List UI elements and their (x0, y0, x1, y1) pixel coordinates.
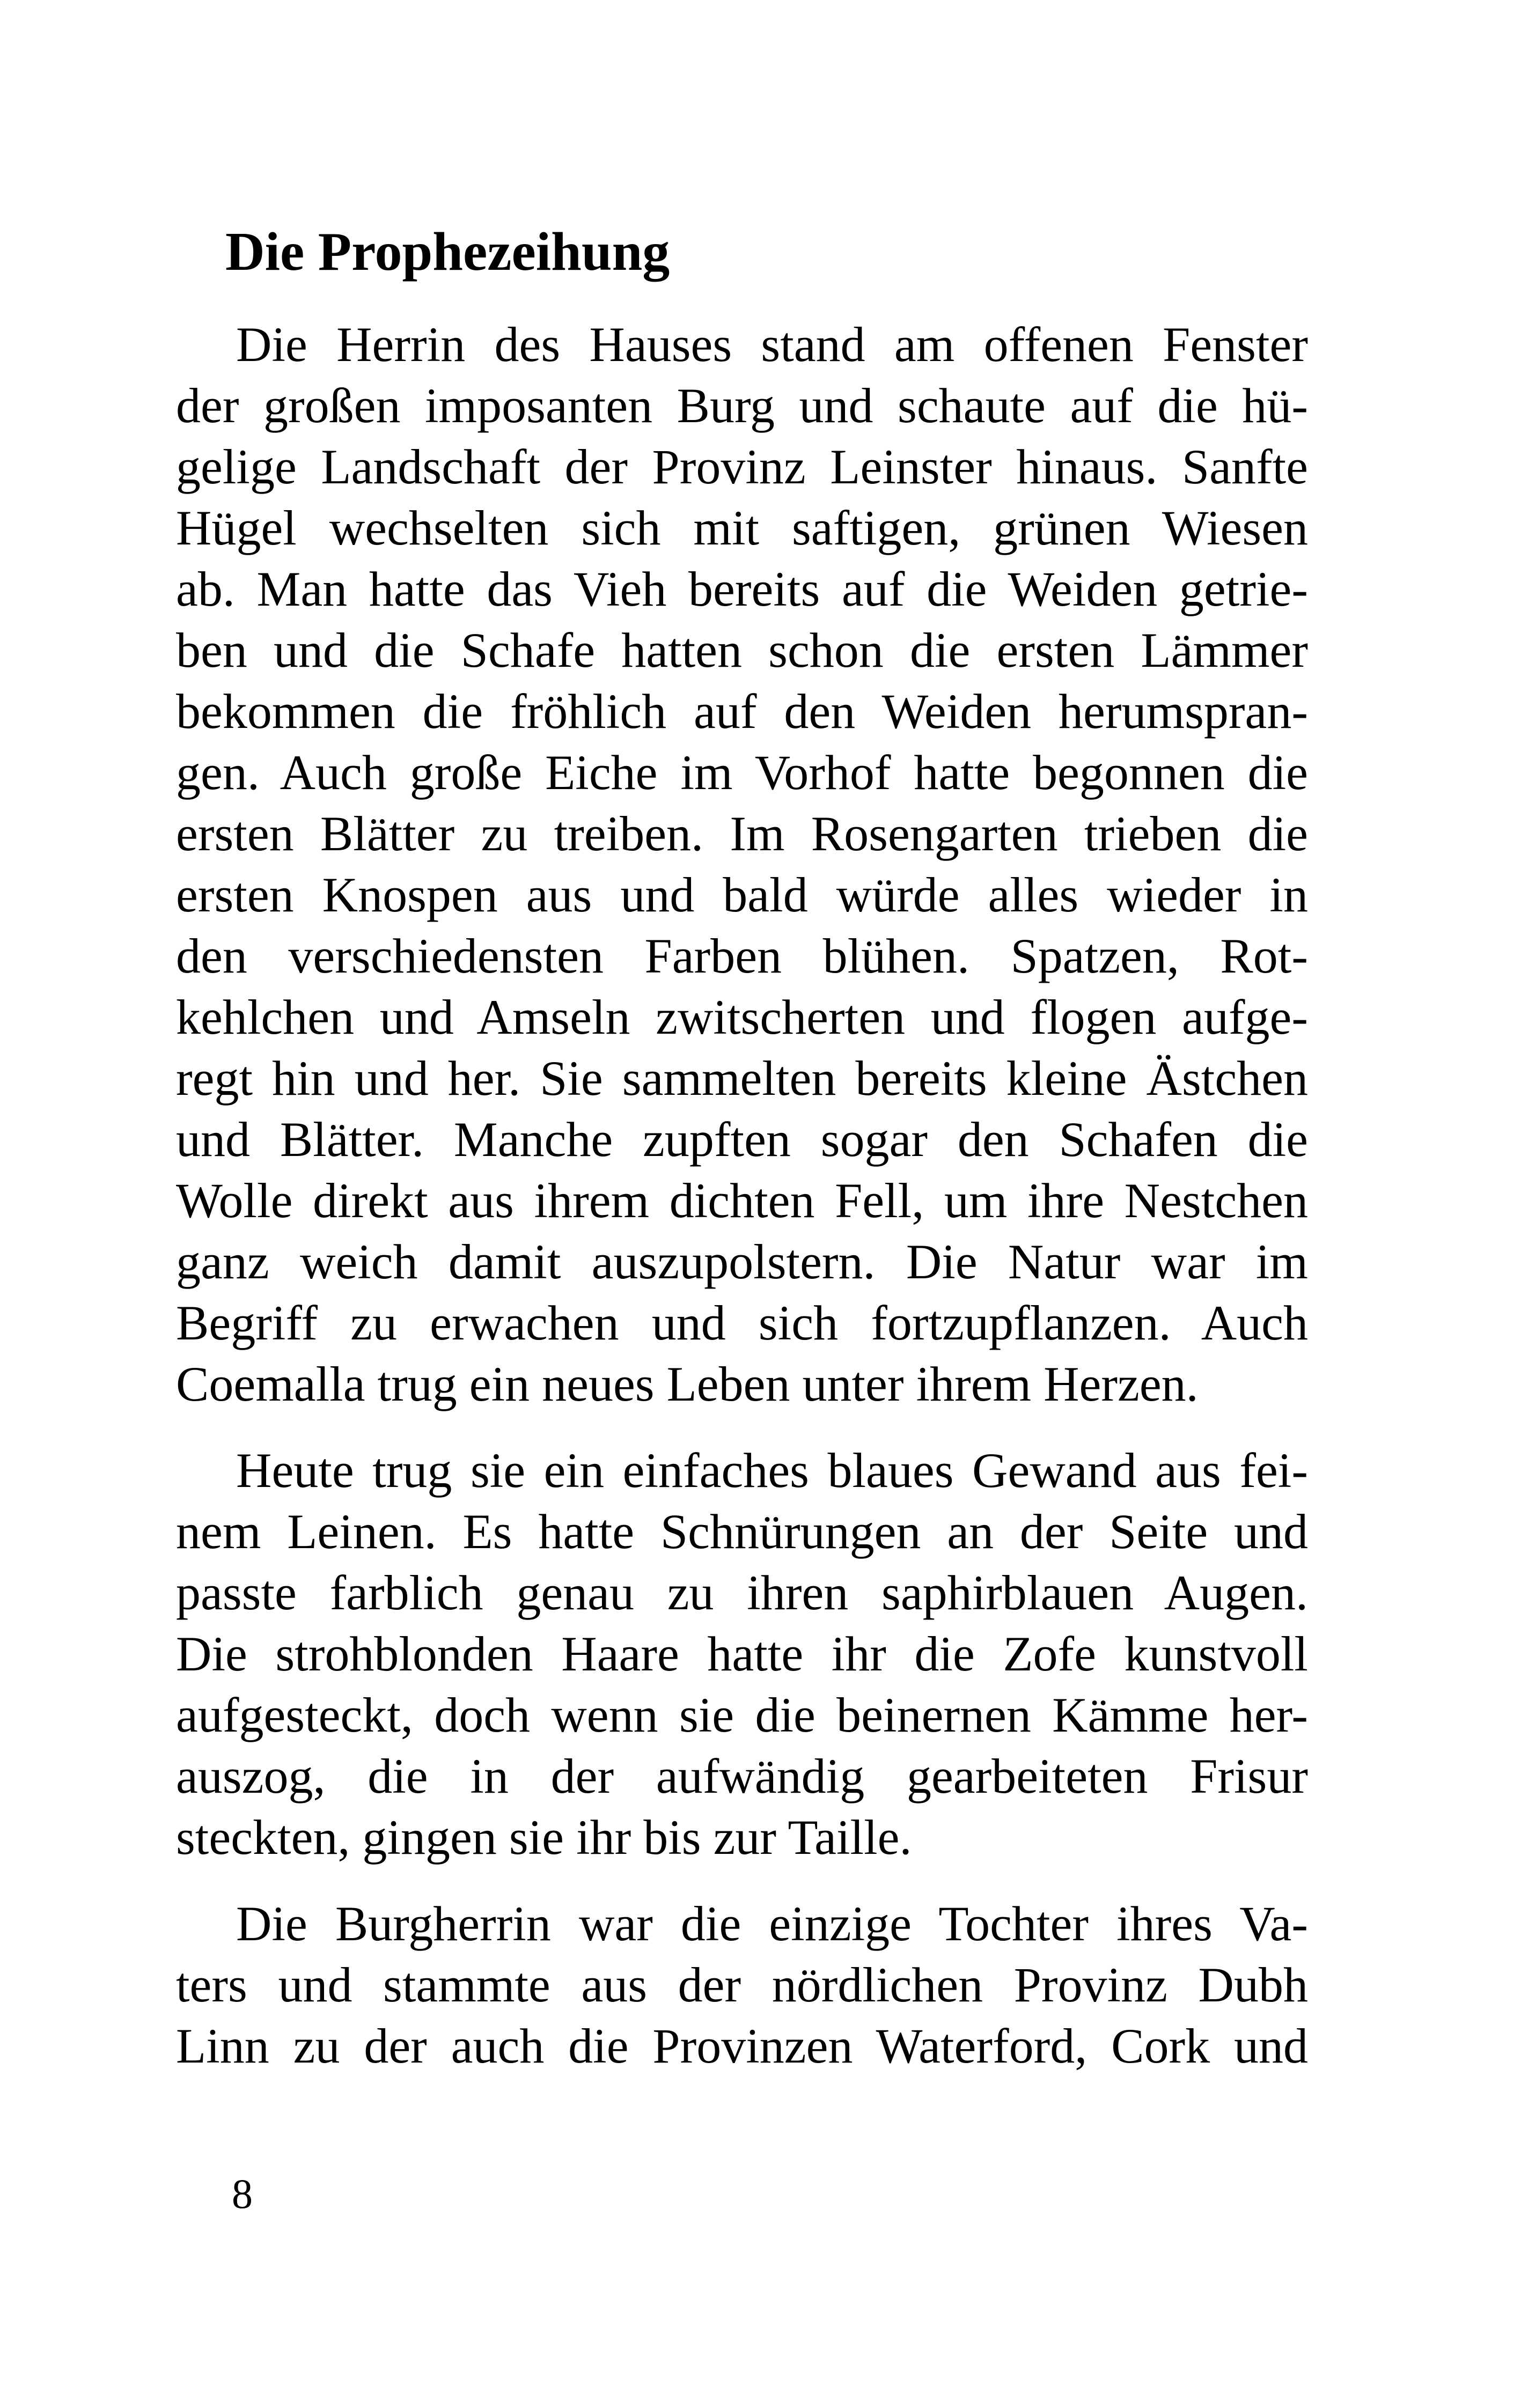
text-line: passte farblich genau zu ihren saphirblauen Augen. (176, 1565, 1308, 1620)
text-line: Die Herrin des Hauses stand am offenen Fenster (236, 317, 1308, 372)
text-line: ersten Blätter zu treiben. Im Rosengarten trieben die (176, 806, 1308, 861)
text-line: steckten, gingen sie ihr bis zur Taille. (176, 1810, 912, 1865)
text-line: Begriff zu erwachen und sich fortzupflanzen. Auch (176, 1295, 1308, 1350)
text-line: aufgesteckt, doch wenn sie die beinernen Kämme her- (176, 1688, 1308, 1742)
text-line: Linn zu der auch die Provinzen Waterford, Cork und (176, 2019, 1308, 2073)
text-line: und Blätter. Manche zupften sogar den Schafen die (176, 1112, 1308, 1167)
text-line: gen. Auch große Eiche im Vorhof hatte begonnen die (176, 745, 1308, 800)
text-line: nem Leinen. Es hatte Schnürungen an der Seite und (176, 1504, 1308, 1559)
text-line: ters und stammte aus der nördlichen Provinz Dubh (176, 1957, 1308, 2012)
body-text (176, 314, 1308, 2076)
text-line: Die Burgherrin war die einzige Tochter ihres Va- (236, 1896, 1308, 1951)
text-line: gelige Landschaft der Provinz Leinster hinaus. Sanfte (176, 439, 1308, 494)
text-line: Heute trug sie ein einfaches blaues Gewand aus fei- (236, 1443, 1308, 1498)
paragraph-gap (176, 1415, 1308, 1440)
text-line: bekommen die fröhlich auf den Weiden herumspran- (176, 684, 1308, 739)
page-number: 8 (232, 2170, 253, 2217)
chapter-title: Die Prophezeihung (225, 222, 670, 282)
text-line: ersten Knospen aus und bald würde alles wieder in (176, 867, 1308, 922)
text-line: der großen imposanten Burg und schaute auf die hü- (176, 378, 1308, 433)
text-line: den verschiedensten Farben blühen. Spatzen, Rot- (176, 929, 1308, 983)
text-line: Coemalla trug ein neues Leben unter ihrem Herzen. (176, 1357, 1199, 1411)
paragraph-gap (176, 1868, 1308, 1893)
paragraph (176, 1893, 1308, 2076)
text-line: Wolle direkt aus ihrem dichten Fell, um ihre Nestchen (176, 1173, 1308, 1228)
text-line: ganz weich damit auszupolstern. Die Natur war im (176, 1234, 1308, 1289)
text-line: auszog, die in der aufwändig gearbeiteten Frisur (176, 1749, 1308, 1803)
text-line: Die strohblonden Haare hatte ihr die Zofe kunstvoll (176, 1626, 1308, 1681)
paragraph (176, 314, 1308, 1415)
text-line: ben und die Schafe hatten schon die ersten Lämmer (176, 623, 1308, 678)
text-line: kehlchen und Amseln zwitscherten und flogen aufge- (176, 990, 1308, 1044)
text-line: regt hin und her. Sie sammelten bereits kleine Ästchen (176, 1051, 1308, 1106)
text-line: ab. Man hatte das Vieh bereits auf die Weiden getrie- (176, 562, 1308, 616)
paragraph (176, 1440, 1308, 1868)
text-line: Hügel wechselten sich mit saftigen, grünen Wiesen (176, 500, 1308, 555)
